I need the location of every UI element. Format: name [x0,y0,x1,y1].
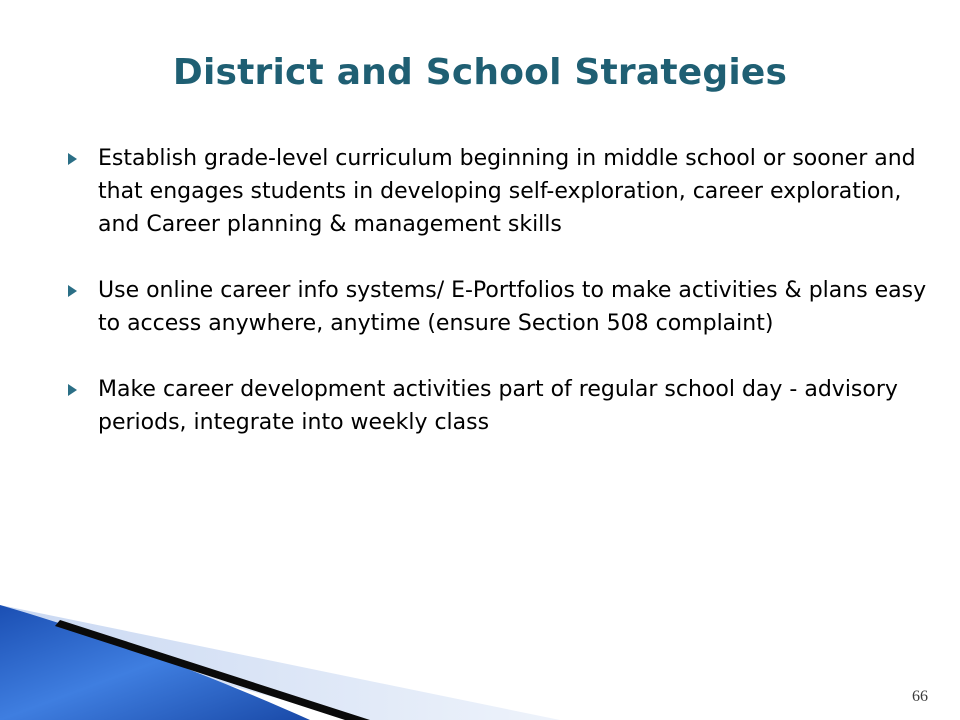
slide-title: District and School Strategies [172,52,788,93]
corner-swoosh-decoration [0,580,560,720]
arrow-bullet-icon [68,285,77,297]
bullet-text: Make career development activities part of regular school day - advisory periods, integrate into weekly class [98,377,898,435]
page-number: 66 [912,688,928,705]
bullet-item [68,373,928,439]
bullet-text: Use online career info systems/ E-Portfolios to make activities & plans easy to access anywhere, anytime (ensure Section 508 complaint) [98,278,927,336]
bullet-item [68,142,928,241]
arrow-bullet-icon [68,384,77,396]
bullet-list [68,142,928,472]
bullet-item [68,274,928,340]
arrow-bullet-icon [68,153,77,165]
bullet-text: Establish grade-level curriculum beginning in middle school or sooner and that engages students in developing self-exploration, career exploration, and Career planning & management skills [98,146,916,237]
